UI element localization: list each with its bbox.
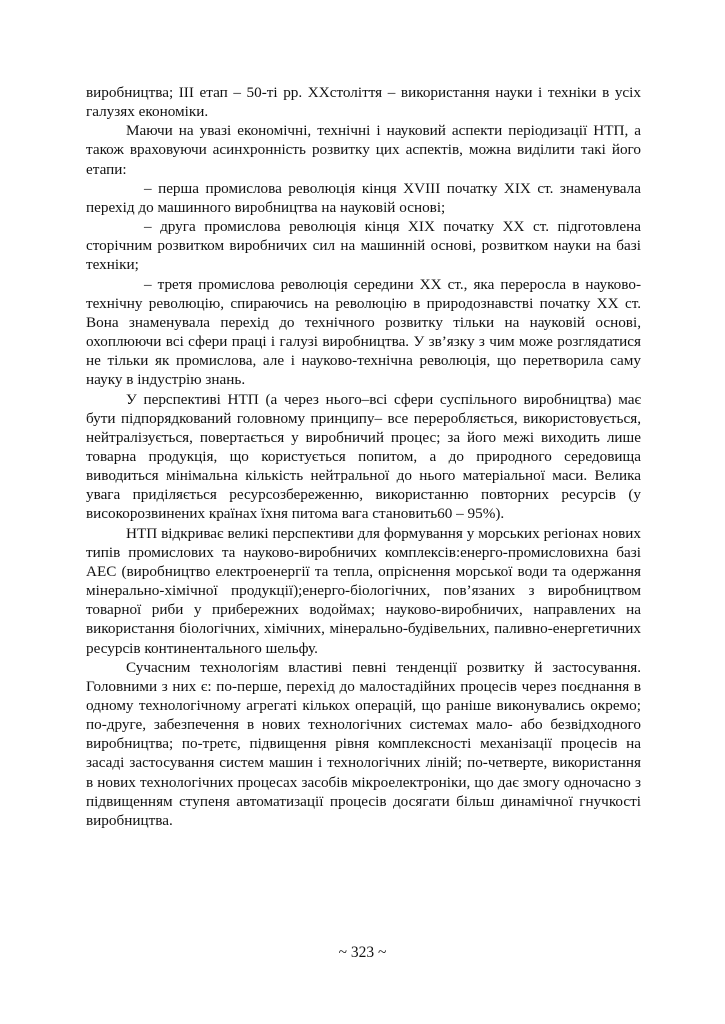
page-body (86, 83, 641, 830)
paragraph-intro-continuation: виробництва; ІІІ етап – 50-ті рр. ХХстоліття – використання науки і техніки в усіх галузях економіки. (86, 84, 641, 121)
paragraph-modern-technologies: Сучасним технологіям властиві певні тенденції розвитку й застосування. Головними з них є: по-перше, перехід до малостадійних процесів через поєднання в одному технологічному агрегаті кількох операцій, що раніше виконувались окремо; по-друге, забезпечення в нових технологічних системах мало- або безвідходного виробництва; по-третє, підвищення рівня комплексності механізації процесів на засаді застосування систем машин і технологічних ліній; по-четверте, використання в нових технологічних процесах засобів мікроелектроніки, що дає змогу одночасно з підвищенням ступеня автоматизації процесів досягати більш динамічної гнучкості виробництва. (86, 658, 641, 829)
paragraph-periodization: Маючи на увазі економічні, технічні і науковий аспекти періодизації НТП, а також враховуючи асинхронність розвитку цих аспектів, можна виділити такі його етапи: (86, 122, 641, 178)
list-item-third-revolution: – третя промислова революція середини ХХ ст., яка переросла в науково-технічну революцію, спираючись на революцію в природознавстві початку ХХ ст. Вона знаменувала перехід до технічного розвитку тільки на науковій основі, охоплюючи всі сфери праці і галузі виробництва. У зв’язку з чим може розглядатися не тільки як промислова, але і науково-технічна революція, що перетворила саму науку в індустрію знань. (86, 275, 641, 389)
list-item-first-revolution: – перша промислова революція кінця XVIII початку ХІХ ст. знаменувала перехід до машинного виробництва на науковій основі; (86, 179, 641, 216)
paragraph-maritime-complexes: НТП відкриває великі перспективи для формування у морських регіонах нових типів промислових та науково-виробничих комплексів:енерго-промисловихна базі АЕС (виробництво електроенергії та тепла, опріснення морської води та одержання мінерально-хімічної продукції);енерго-біологічних, пов’язаних з виробництвом товарної риби у прибережних водоймах; науково-виробничих, направлених на використання біологічних, хімічних, мінерально-будівельних, паливно-енергетичних ресурсів континентального шельфу. (86, 524, 641, 657)
paragraph-perspective: У перспективі НТП (а через нього–всі сфери суспільного виробництва) має бути підпорядкований головному принципу– все переробляється, використовується, нейтралізується, повертається у виробничий процес; за його межі виходить лише товарна продукція, що користується попитом, а до природного середовища виводиться мінімальна кількість нейтральної до нього матеріальної маси. Велика увага приділяється ресурсозбереженню, використанню повторних ресурсів (у високорозвинених країнах їхня питома вага становить60 – 95%). (86, 390, 641, 523)
list-item-second-revolution: – друга промислова революція кінця ХІХ початку ХХ ст. підготовлена сторічним розвитком виробничих сил на машинній основі, розвитком науки на базі техніки; (86, 218, 641, 274)
page-number: ~ 323 ~ (338, 944, 387, 961)
